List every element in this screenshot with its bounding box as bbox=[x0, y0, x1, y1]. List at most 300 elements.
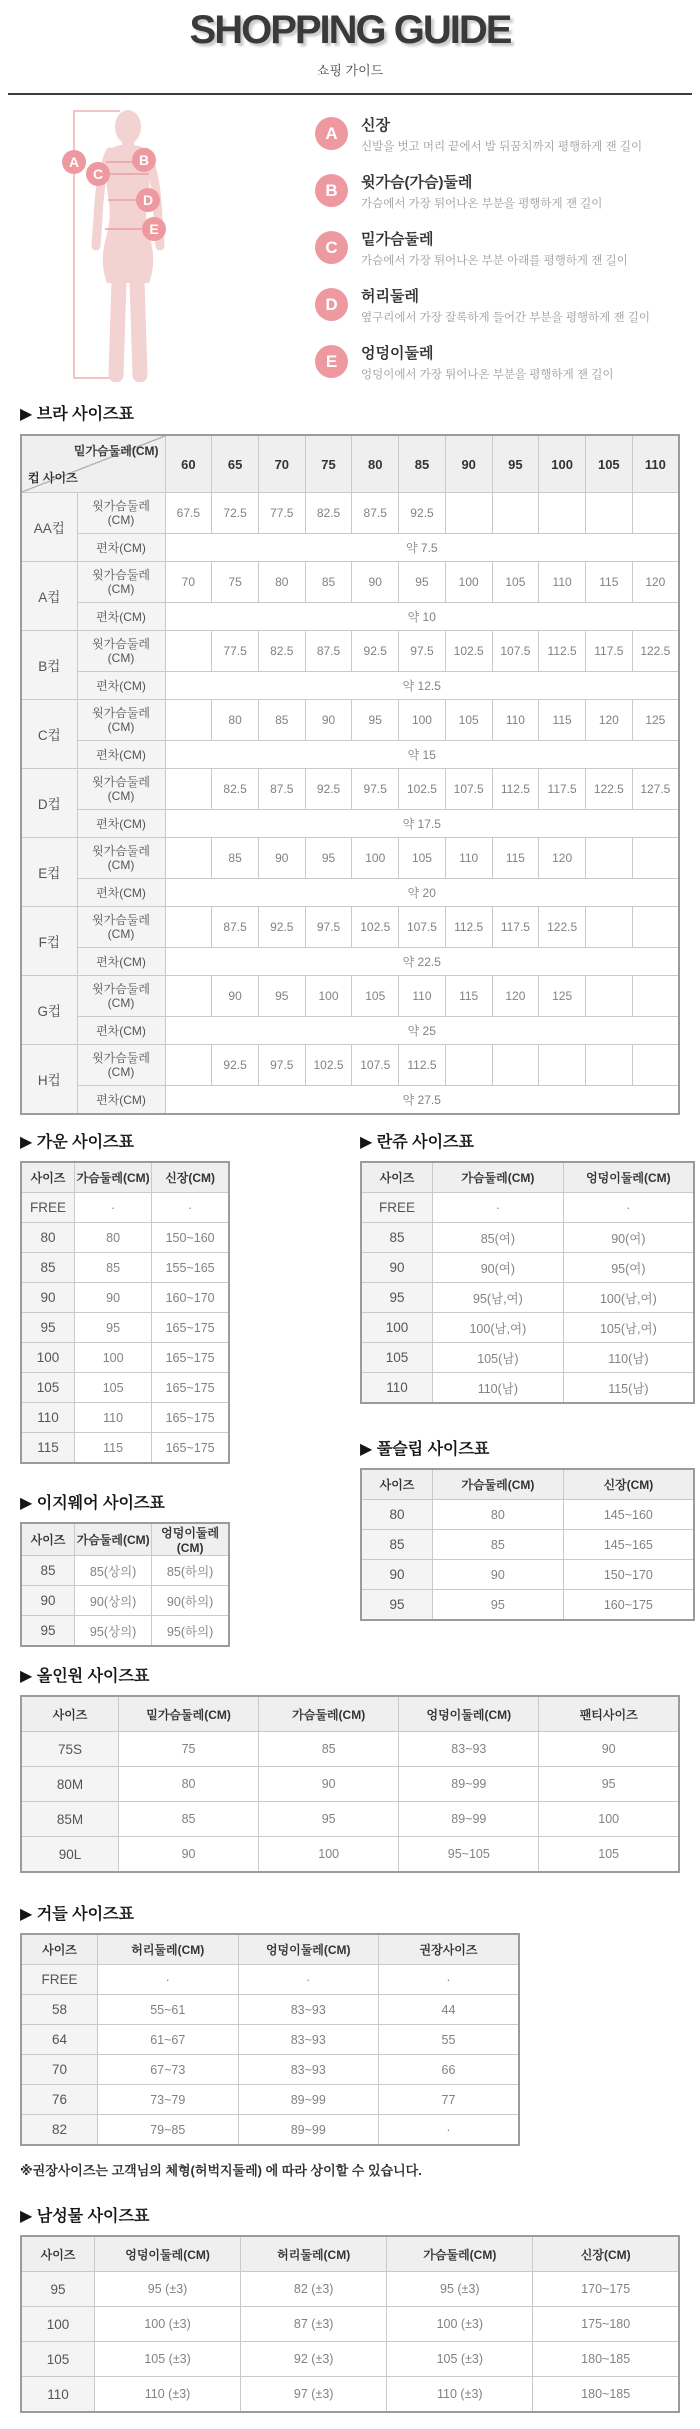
bra-table-wrap bbox=[0, 434, 700, 1115]
cell: · bbox=[98, 1965, 239, 1995]
cell: 85 bbox=[259, 1732, 399, 1767]
cell bbox=[165, 769, 212, 810]
cell: 107.5 bbox=[352, 1045, 399, 1086]
row-label-upper-bust: 윗가슴둘레 (CM) bbox=[77, 631, 165, 672]
cell: 105 (±3) bbox=[95, 2342, 241, 2377]
cell bbox=[539, 1045, 586, 1086]
allinone-size-table bbox=[20, 1695, 680, 1873]
table-row bbox=[21, 1253, 229, 1283]
cell: · bbox=[75, 1193, 152, 1223]
header-row bbox=[21, 1523, 229, 1556]
table-row bbox=[361, 1253, 694, 1283]
row-label-deviation: 편차(CM) bbox=[77, 603, 165, 631]
cell: 85(하의) bbox=[152, 1556, 229, 1586]
page-header bbox=[0, 0, 700, 95]
female-silhouette bbox=[96, 110, 160, 375]
table-row bbox=[21, 1313, 229, 1343]
page-title: SHOPPING GUIDE bbox=[189, 8, 511, 52]
section-title-fullslip: ▶ 풀슬립 사이즈표 bbox=[360, 1441, 490, 1458]
column-header: 가슴둘레(CM) bbox=[75, 1162, 152, 1193]
corner-label-underbust: 밑가슴둘레(CM) bbox=[73, 444, 159, 458]
band-size-header: 65 bbox=[212, 435, 259, 493]
cell: 115 bbox=[539, 700, 586, 741]
cell: 75 bbox=[119, 1732, 259, 1767]
cell: 90 bbox=[212, 976, 259, 1017]
legend-item-under-bust bbox=[315, 231, 650, 268]
header-row bbox=[21, 1696, 679, 1732]
cell: 150~160 bbox=[152, 1223, 229, 1253]
cell: 180~185 bbox=[533, 2342, 679, 2377]
cell: 125 bbox=[632, 700, 679, 741]
easywear-size-table bbox=[20, 1522, 230, 1647]
column-header: 신장(CM) bbox=[152, 1162, 229, 1193]
cell: 85 bbox=[75, 1253, 152, 1283]
column-header: 사이즈 bbox=[361, 1469, 433, 1500]
cup-name: C컵 bbox=[21, 700, 77, 769]
cell: 102.5 bbox=[352, 907, 399, 948]
column-header: 엉덩이둘레(CM) bbox=[238, 1934, 379, 1965]
row-header: 70 bbox=[21, 2055, 98, 2085]
cell: 87.5 bbox=[258, 769, 305, 810]
cell: 80 bbox=[433, 1500, 564, 1530]
section-title-allinone: ▶ 올인원 사이즈표 bbox=[20, 1668, 150, 1685]
legend-title: 밑가슴둘레 bbox=[361, 231, 434, 248]
right-column bbox=[360, 1129, 695, 1647]
band-size-header: 90 bbox=[445, 435, 492, 493]
cell: 77.5 bbox=[212, 631, 259, 672]
cell: 165~175 bbox=[152, 1433, 229, 1464]
cell: · bbox=[563, 1193, 694, 1223]
column-header: 허리둘레(CM) bbox=[98, 1934, 239, 1965]
legend-item-hip bbox=[315, 345, 650, 382]
table-row bbox=[361, 1283, 694, 1313]
cell: 72.5 bbox=[212, 493, 259, 534]
header-row bbox=[361, 1469, 694, 1500]
cup-deviation-row bbox=[21, 603, 679, 631]
cup-name: H컵 bbox=[21, 1045, 77, 1115]
row-header: 95 bbox=[21, 1616, 75, 1647]
cell: 107.5 bbox=[492, 631, 539, 672]
cell: 160~170 bbox=[152, 1283, 229, 1313]
cell: 67~73 bbox=[98, 2055, 239, 2085]
cup-deviation-row bbox=[21, 1017, 679, 1045]
cell: 117.5 bbox=[539, 769, 586, 810]
cup-name: B컵 bbox=[21, 631, 77, 700]
cup-deviation-row bbox=[21, 948, 679, 976]
cell: 82.5 bbox=[212, 769, 259, 810]
row-header: 90 bbox=[21, 1283, 75, 1313]
band-size-header: 75 bbox=[305, 435, 352, 493]
row-header: 80M bbox=[21, 1767, 119, 1802]
cell: 85 bbox=[119, 1802, 259, 1837]
cell bbox=[632, 838, 679, 879]
band-size-header: 80 bbox=[352, 435, 399, 493]
easywear-section bbox=[20, 1490, 230, 1647]
cell: 125 bbox=[539, 976, 586, 1017]
cell: 145~160 bbox=[563, 1500, 694, 1530]
table-row bbox=[21, 2272, 679, 2307]
cell: 105 bbox=[352, 976, 399, 1017]
legend-c-icon: C bbox=[315, 231, 348, 264]
cell bbox=[585, 976, 632, 1017]
row-header: 100 bbox=[21, 2307, 95, 2342]
column-header: 엉덩이둘레(CM) bbox=[399, 1696, 539, 1732]
cell: 95(여) bbox=[563, 1253, 694, 1283]
row-label-deviation: 편차(CM) bbox=[77, 1086, 165, 1115]
cell: 92 (±3) bbox=[241, 2342, 387, 2377]
table-row bbox=[21, 1732, 679, 1767]
cell: · bbox=[238, 1965, 379, 1995]
cup-deviation-row bbox=[21, 810, 679, 838]
cell: 107.5 bbox=[399, 907, 446, 948]
cell bbox=[632, 976, 679, 1017]
row-header: 100 bbox=[361, 1313, 433, 1343]
cell: 55~61 bbox=[98, 1995, 239, 2025]
cell: 100 bbox=[75, 1343, 152, 1373]
table-row bbox=[361, 1530, 694, 1560]
band-size-header: 70 bbox=[258, 435, 305, 493]
cup-deviation-row bbox=[21, 672, 679, 700]
cup-deviation-row bbox=[21, 1086, 679, 1115]
cell bbox=[632, 493, 679, 534]
column-header: 엉덩이둘레(CM) bbox=[95, 2236, 241, 2272]
row-header: 95 bbox=[21, 1313, 75, 1343]
legend-title: 윗가슴(가슴)둘레 bbox=[361, 174, 473, 191]
fullslip-size-table bbox=[360, 1468, 695, 1621]
table-row bbox=[361, 1373, 694, 1404]
cell: 100 bbox=[539, 1802, 679, 1837]
cell: 95 bbox=[75, 1313, 152, 1343]
cell: 102.5 bbox=[305, 1045, 352, 1086]
row-label-upper-bust: 윗가슴둘레 (CM) bbox=[77, 493, 165, 534]
cell bbox=[165, 838, 212, 879]
cup-name: F컵 bbox=[21, 907, 77, 976]
cell: 100 bbox=[352, 838, 399, 879]
row-label-deviation: 편차(CM) bbox=[77, 948, 165, 976]
cell: 180~185 bbox=[533, 2377, 679, 2413]
cell: 83~93 bbox=[238, 2025, 379, 2055]
row-header: 95 bbox=[21, 2272, 95, 2307]
table-row bbox=[21, 2115, 519, 2146]
cell: 110 (±3) bbox=[387, 2377, 533, 2413]
deviation-value: 약 27.5 bbox=[165, 1086, 679, 1115]
table-row bbox=[21, 1586, 229, 1616]
table-row bbox=[21, 1767, 679, 1802]
fullslip-section bbox=[360, 1436, 695, 1621]
row-header: 90 bbox=[21, 1586, 75, 1616]
band-size-header: 100 bbox=[539, 435, 586, 493]
cup-upper-bust-row bbox=[21, 1045, 679, 1086]
cell: 112.5 bbox=[492, 769, 539, 810]
cell bbox=[445, 493, 492, 534]
cell: 87 (±3) bbox=[241, 2307, 387, 2342]
section-title-bra: ▶ 브라 사이즈표 bbox=[20, 406, 134, 423]
table-row bbox=[21, 1837, 679, 1873]
header-row bbox=[21, 435, 679, 493]
cell: 127.5 bbox=[632, 769, 679, 810]
deviation-value: 약 25 bbox=[165, 1017, 679, 1045]
column-header: 신장(CM) bbox=[533, 2236, 679, 2272]
cell: 100 (±3) bbox=[95, 2307, 241, 2342]
legend-d-icon: D bbox=[315, 288, 348, 321]
cell bbox=[539, 493, 586, 534]
cup-upper-bust-row bbox=[21, 562, 679, 603]
cell: 89~99 bbox=[399, 1802, 539, 1837]
cell: 80 bbox=[119, 1767, 259, 1802]
cell: 95~105 bbox=[399, 1837, 539, 1873]
row-label-deviation: 편차(CM) bbox=[77, 741, 165, 769]
cell: 82.5 bbox=[305, 493, 352, 534]
cell: 120 bbox=[492, 976, 539, 1017]
cell: 95 bbox=[352, 700, 399, 741]
gown-size-table bbox=[20, 1161, 230, 1464]
cell: 92.5 bbox=[399, 493, 446, 534]
table-row bbox=[21, 2377, 679, 2413]
cell: 165~175 bbox=[152, 1313, 229, 1343]
cell: 110 (±3) bbox=[95, 2377, 241, 2413]
band-size-header: 85 bbox=[399, 435, 446, 493]
legend-title: 엉덩이둘레 bbox=[361, 345, 434, 362]
row-header: 80 bbox=[21, 1223, 75, 1253]
cell: 95 bbox=[258, 976, 305, 1017]
cell: 110 bbox=[75, 1403, 152, 1433]
cell: 90 bbox=[259, 1767, 399, 1802]
marker-b-label: B bbox=[138, 152, 150, 168]
cell: 85(여) bbox=[433, 1223, 564, 1253]
cell: 97.5 bbox=[305, 907, 352, 948]
row-header: 110 bbox=[21, 1403, 75, 1433]
column-header: 엉덩이둘레(CM) bbox=[152, 1523, 229, 1556]
table-row bbox=[21, 1193, 229, 1223]
column-header: 가슴둘레(CM) bbox=[433, 1469, 564, 1500]
cell: 77.5 bbox=[258, 493, 305, 534]
deviation-value: 약 10 bbox=[165, 603, 679, 631]
cell: 122.5 bbox=[585, 769, 632, 810]
marker-d-label: D bbox=[142, 192, 154, 208]
cell: 95(남,여) bbox=[433, 1283, 564, 1313]
column-header: 사이즈 bbox=[21, 2236, 95, 2272]
column-header: 권장사이즈 bbox=[379, 1934, 520, 1965]
cell: 100 bbox=[445, 562, 492, 603]
row-label-upper-bust: 윗가슴둘레 (CM) bbox=[77, 1045, 165, 1086]
cell: 120 bbox=[585, 700, 632, 741]
cell: 145~165 bbox=[563, 1530, 694, 1560]
table-row bbox=[21, 2025, 519, 2055]
row-header: 85 bbox=[21, 1253, 75, 1283]
cell: 110(남) bbox=[433, 1373, 564, 1404]
cell bbox=[585, 1045, 632, 1086]
cell bbox=[165, 631, 212, 672]
cell: 112.5 bbox=[445, 907, 492, 948]
cup-upper-bust-row bbox=[21, 907, 679, 948]
cell: 175~180 bbox=[533, 2307, 679, 2342]
column-header: 가슴둘레(CM) bbox=[433, 1162, 564, 1193]
body-silhouette-illustration bbox=[62, 107, 197, 382]
row-header: 85M bbox=[21, 1802, 119, 1837]
band-size-header: 60 bbox=[165, 435, 212, 493]
cell: 80 bbox=[75, 1223, 152, 1253]
mens-size-table bbox=[20, 2235, 680, 2413]
row-label-upper-bust: 윗가슴둘레 (CM) bbox=[77, 562, 165, 603]
cell: 90(여) bbox=[563, 1223, 694, 1253]
cell: 105(남,여) bbox=[563, 1313, 694, 1343]
header-divider bbox=[8, 93, 692, 95]
cell bbox=[632, 907, 679, 948]
cell: · bbox=[379, 1965, 520, 1995]
table-row bbox=[21, 1802, 679, 1837]
legend-item-upper-bust bbox=[315, 174, 650, 211]
cell: 120 bbox=[632, 562, 679, 603]
table-row bbox=[21, 1373, 229, 1403]
header-row bbox=[21, 2236, 679, 2272]
row-header: 95 bbox=[361, 1590, 433, 1621]
table-row bbox=[21, 1965, 519, 1995]
row-label-upper-bust: 윗가슴둘레 (CM) bbox=[77, 838, 165, 879]
row-header: 85 bbox=[361, 1530, 433, 1560]
cell: 90 bbox=[433, 1560, 564, 1590]
cell: 105 bbox=[539, 1837, 679, 1873]
table-row bbox=[21, 1403, 229, 1433]
row-header: 90 bbox=[361, 1253, 433, 1283]
row-label-upper-bust: 윗가슴둘레 (CM) bbox=[77, 769, 165, 810]
cell: 90 bbox=[258, 838, 305, 879]
cell: 90 bbox=[119, 1837, 259, 1873]
cell: 83~93 bbox=[399, 1732, 539, 1767]
cell: 122.5 bbox=[539, 907, 586, 948]
row-header: 95 bbox=[361, 1283, 433, 1313]
cell: 75 bbox=[212, 562, 259, 603]
measuring-guide-section bbox=[0, 107, 700, 385]
legend-title: 신장 bbox=[361, 117, 390, 134]
cell: 90 bbox=[352, 562, 399, 603]
cell: 90 bbox=[305, 700, 352, 741]
cup-deviation-row bbox=[21, 879, 679, 907]
deviation-value: 약 15 bbox=[165, 741, 679, 769]
cell: 82.5 bbox=[258, 631, 305, 672]
table-row bbox=[361, 1343, 694, 1373]
cell: 112.5 bbox=[539, 631, 586, 672]
cell: 95(상의) bbox=[75, 1616, 152, 1647]
cell: 160~175 bbox=[563, 1590, 694, 1621]
marker-a-label: A bbox=[68, 154, 80, 170]
row-header: 80 bbox=[361, 1500, 433, 1530]
table-row bbox=[21, 1433, 229, 1464]
cell bbox=[165, 976, 212, 1017]
cell: 165~175 bbox=[152, 1343, 229, 1373]
cell bbox=[445, 1045, 492, 1086]
cell: · bbox=[433, 1193, 564, 1223]
cell: 87.5 bbox=[352, 493, 399, 534]
cell: · bbox=[152, 1193, 229, 1223]
cell: 102.5 bbox=[445, 631, 492, 672]
cell: 110(남) bbox=[563, 1343, 694, 1373]
column-header: 사이즈 bbox=[21, 1523, 75, 1556]
cell: 97.5 bbox=[352, 769, 399, 810]
row-label-deviation: 편차(CM) bbox=[77, 534, 165, 562]
table-row bbox=[361, 1223, 694, 1253]
column-header: 사이즈 bbox=[21, 1934, 98, 1965]
cell: 90 bbox=[539, 1732, 679, 1767]
cell: · bbox=[379, 2115, 520, 2146]
header-row bbox=[21, 1934, 519, 1965]
section-title-lanju: ▶ 란쥬 사이즈표 bbox=[360, 1134, 474, 1151]
cell: 115 bbox=[585, 562, 632, 603]
cup-deviation-row bbox=[21, 534, 679, 562]
table-row bbox=[361, 1313, 694, 1343]
row-header: 85 bbox=[21, 1556, 75, 1586]
cell: 105 bbox=[399, 838, 446, 879]
row-header: 105 bbox=[21, 1373, 75, 1403]
column-header: 밑가슴둘레(CM) bbox=[119, 1696, 259, 1732]
lanju-size-table bbox=[360, 1161, 695, 1404]
cell: 90(상의) bbox=[75, 1586, 152, 1616]
cell: 77 bbox=[379, 2085, 520, 2115]
table-row bbox=[21, 2307, 679, 2342]
cup-upper-bust-row bbox=[21, 700, 679, 741]
legend-desc: 신발을 벗고 머리 끝에서 발 뒤꿈치까지 평행하게 잰 길이 bbox=[361, 141, 643, 153]
cell: 82 (±3) bbox=[241, 2272, 387, 2307]
cell: 90(하의) bbox=[152, 1586, 229, 1616]
legend-title: 허리둘레 bbox=[361, 288, 419, 305]
column-header: 가슴둘레(CM) bbox=[387, 2236, 533, 2272]
cell: 100 bbox=[259, 1837, 399, 1873]
cell: 165~175 bbox=[152, 1373, 229, 1403]
cup-name: D컵 bbox=[21, 769, 77, 838]
row-header: 115 bbox=[21, 1433, 75, 1464]
row-label-upper-bust: 윗가슴둘레 (CM) bbox=[77, 700, 165, 741]
cell: 110 bbox=[445, 838, 492, 879]
row-header: 82 bbox=[21, 2115, 98, 2146]
cell: 87.5 bbox=[212, 907, 259, 948]
row-label-upper-bust: 윗가슴둘레 (CM) bbox=[77, 976, 165, 1017]
cell: 97.5 bbox=[399, 631, 446, 672]
cell: 115 bbox=[445, 976, 492, 1017]
cell: 105 bbox=[445, 700, 492, 741]
cell: 90(여) bbox=[433, 1253, 564, 1283]
deviation-value: 약 12.5 bbox=[165, 672, 679, 700]
header-row bbox=[21, 1162, 229, 1193]
cell: 85 bbox=[433, 1530, 564, 1560]
table-row bbox=[21, 1223, 229, 1253]
corner-label-cupsize: 컵 사이즈 bbox=[28, 471, 78, 485]
cell: 83~93 bbox=[238, 1995, 379, 2025]
legend-a-icon: A bbox=[315, 117, 348, 150]
cell: 85 bbox=[305, 562, 352, 603]
cup-upper-bust-row bbox=[21, 493, 679, 534]
row-header: 58 bbox=[21, 1995, 98, 2025]
cell: 95 bbox=[305, 838, 352, 879]
section-title-mens: ▶ 남성물 사이즈표 bbox=[20, 2208, 150, 2225]
row-header: FREE bbox=[21, 1193, 75, 1223]
row-header: 64 bbox=[21, 2025, 98, 2055]
cell: 73~79 bbox=[98, 2085, 239, 2115]
cell: 83~93 bbox=[238, 2055, 379, 2085]
girdle-size-table bbox=[20, 1933, 520, 2146]
section-title-gown: ▶ 가운 사이즈표 bbox=[20, 1134, 134, 1151]
table-row bbox=[21, 2055, 519, 2085]
cell: 90 bbox=[75, 1283, 152, 1313]
row-label-deviation: 편차(CM) bbox=[77, 879, 165, 907]
cell: 105 bbox=[492, 562, 539, 603]
cell bbox=[585, 493, 632, 534]
cell: 110 bbox=[539, 562, 586, 603]
body-measurement-diagram bbox=[62, 107, 197, 385]
deviation-value: 약 17.5 bbox=[165, 810, 679, 838]
row-header: 90 bbox=[361, 1560, 433, 1590]
table-row bbox=[21, 1995, 519, 2025]
table-row bbox=[21, 1343, 229, 1373]
table-row bbox=[361, 1193, 694, 1223]
